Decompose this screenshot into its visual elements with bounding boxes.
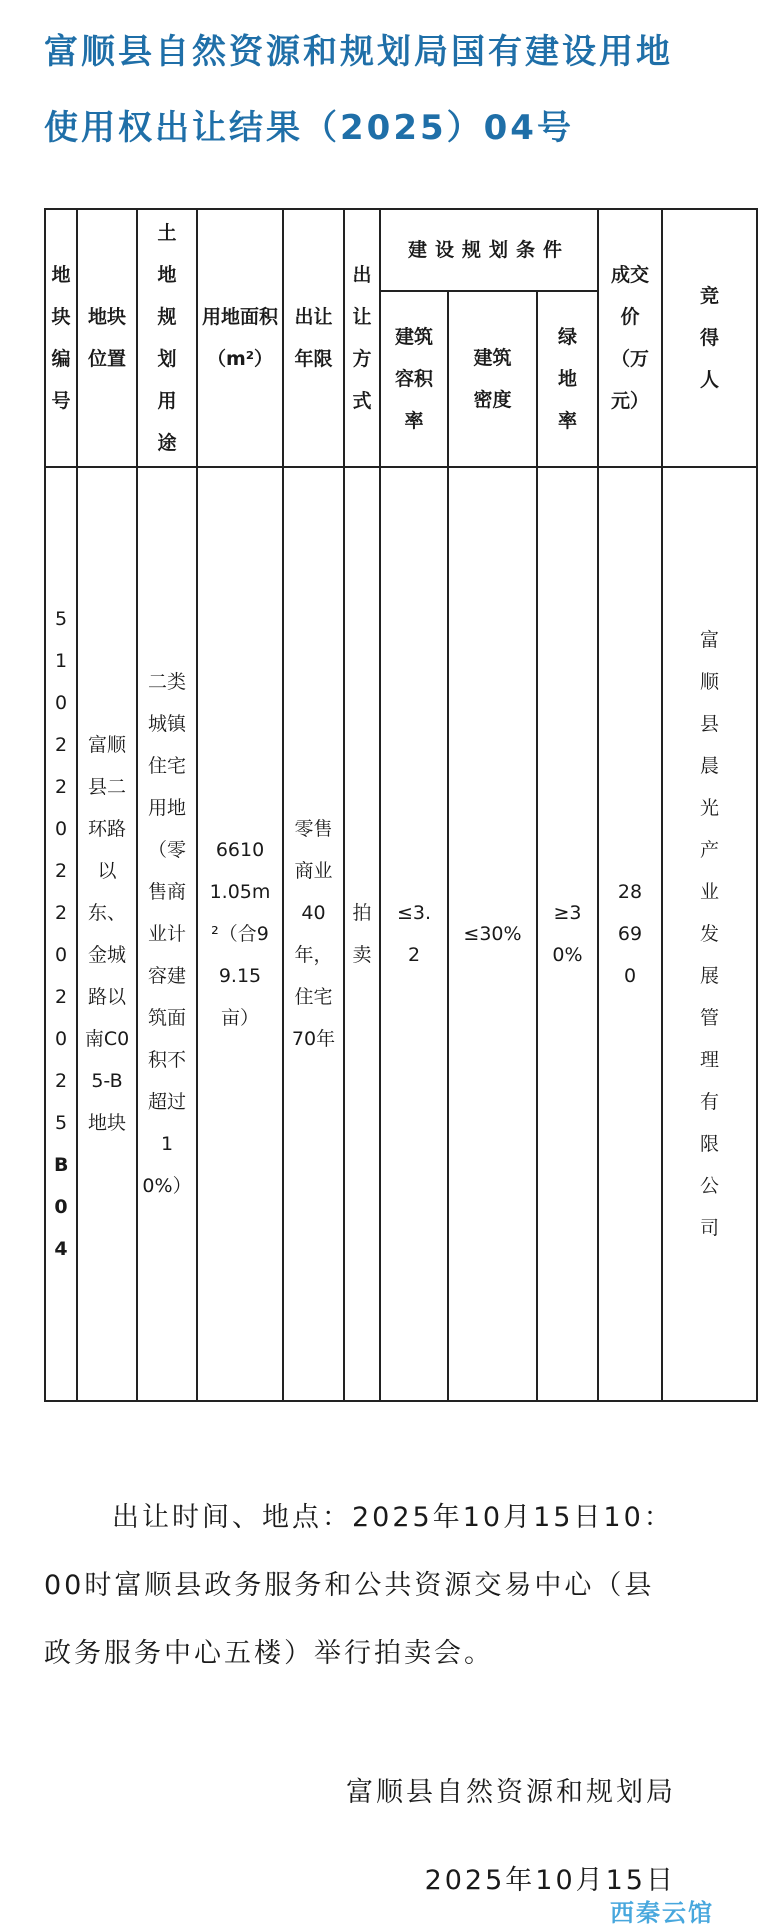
watermark-logo: 西秦云馆 — [610, 1899, 714, 1927]
cell-far: ≤3.2 — [380, 467, 448, 1401]
cell-location: 富顺县二环路以东、金城路以南C05-B地块 — [77, 467, 137, 1401]
cell-green: ≥30% — [537, 467, 598, 1401]
result-table — [44, 208, 758, 1402]
header-green: 绿地率 — [537, 291, 598, 467]
auction-info-paragraph: 出让时间、地点：2025年10月15日10：00时富顺县政务服务和公共资源交易中心（县政务服务中心五楼）举行拍卖会。 — [44, 1502, 674, 1669]
header-far: 建筑容积率 — [380, 291, 448, 467]
cell-parcel-no: 5102202202025 B04 — [45, 467, 77, 1401]
header-term: 出让年限 — [283, 209, 344, 467]
header-parcel-no: 地块编号 — [45, 209, 77, 467]
page-title: 富顺县自然资源和规划局国有建设用地使用权出让结果（2025）04号 — [44, 32, 673, 148]
header-density: 建筑密度 — [448, 291, 537, 467]
header-conditions-group: 建设规划条件 — [380, 209, 598, 291]
result-table-wrap — [44, 208, 719, 1404]
cell-price: 28690 — [598, 467, 662, 1401]
signature-org: 富顺县自然资源和规划局 — [346, 1777, 676, 1808]
header-winner: 竞得人 — [662, 209, 757, 467]
cell-winner: 富顺县晨光产业发展管理有限公司 — [662, 467, 757, 1401]
header-method: 出让方式 — [344, 209, 380, 467]
header-land-use: 土地规划用途 — [137, 209, 197, 467]
cell-method: 拍卖 — [344, 467, 380, 1401]
signature-date: 2025年10月15日 — [424, 1865, 676, 1896]
cell-term: 零售商业40年，住宅70年 — [283, 467, 344, 1401]
header-location: 地块位置 — [77, 209, 137, 467]
header-price: 成交价（万元） — [598, 209, 662, 467]
cell-land-use: 二类城镇住宅用地（零售商业计容建筑面积不超过10%） — [137, 467, 197, 1401]
cell-density: ≤30% — [448, 467, 537, 1401]
cell-area: 66101.05m²（合99.15亩） — [197, 467, 283, 1401]
header-area: 用地面积（m²） — [197, 209, 283, 467]
